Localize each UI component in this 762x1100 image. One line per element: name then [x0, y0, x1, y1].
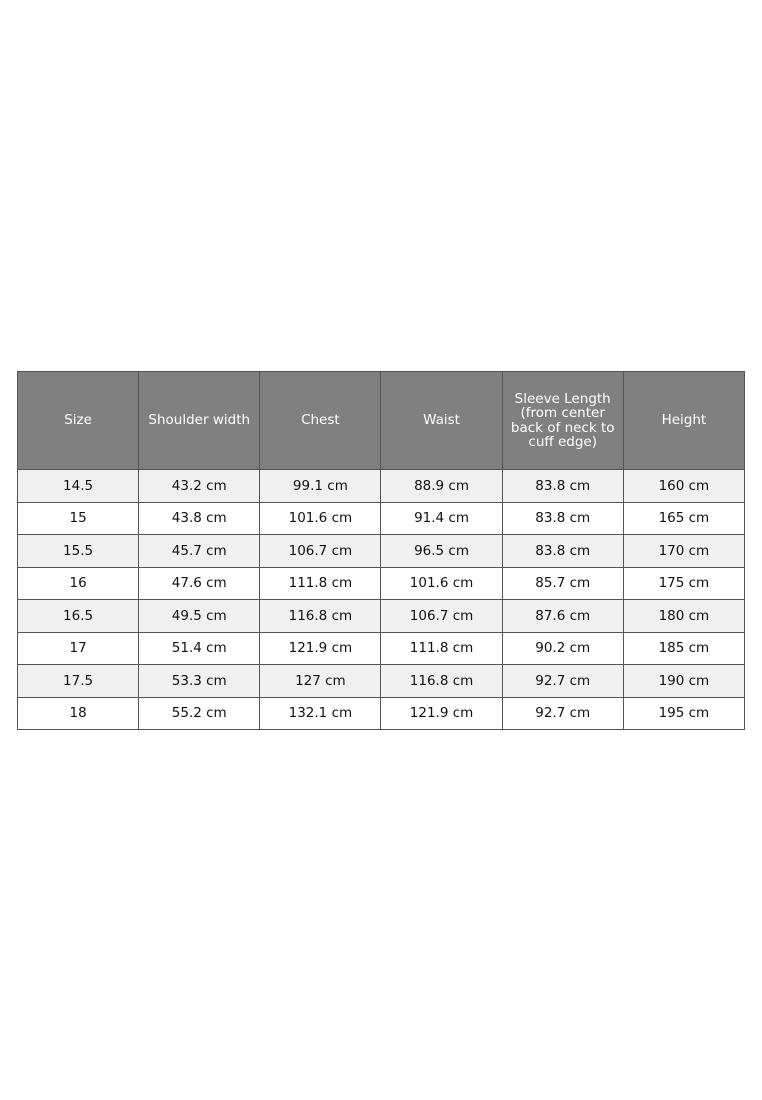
cell-shoulder-width: 49.5 cm: [139, 600, 260, 633]
cell-waist: 116.8 cm: [381, 665, 502, 698]
table-row: [18, 665, 745, 698]
cell-sleeve-length: 83.8 cm: [502, 470, 623, 503]
table-row: [18, 470, 745, 503]
cell-chest: 99.1 cm: [260, 470, 381, 503]
header-chest: Chest: [260, 372, 381, 470]
cell-size: 15.5: [18, 535, 139, 568]
cell-sleeve-length: 92.7 cm: [502, 697, 623, 730]
cell-waist: 106.7 cm: [381, 600, 502, 633]
cell-sleeve-length: 83.8 cm: [502, 502, 623, 535]
cell-shoulder-width: 43.2 cm: [139, 470, 260, 503]
cell-height: 185 cm: [623, 632, 744, 665]
cell-height: 170 cm: [623, 535, 744, 568]
cell-shoulder-width: 47.6 cm: [139, 567, 260, 600]
table-row: [18, 697, 745, 730]
cell-sleeve-length: 92.7 cm: [502, 665, 623, 698]
cell-waist: 88.9 cm: [381, 470, 502, 503]
cell-waist: 121.9 cm: [381, 697, 502, 730]
cell-chest: 101.6 cm: [260, 502, 381, 535]
cell-height: 180 cm: [623, 600, 744, 633]
cell-height: 195 cm: [623, 697, 744, 730]
cell-size: 17.5: [18, 665, 139, 698]
header-size: Size: [18, 372, 139, 470]
cell-chest: 132.1 cm: [260, 697, 381, 730]
size-chart-table: [17, 371, 745, 730]
cell-waist: 101.6 cm: [381, 567, 502, 600]
table-row: [18, 535, 745, 568]
cell-sleeve-length: 90.2 cm: [502, 632, 623, 665]
cell-chest: 121.9 cm: [260, 632, 381, 665]
cell-waist: 111.8 cm: [381, 632, 502, 665]
cell-shoulder-width: 45.7 cm: [139, 535, 260, 568]
cell-height: 165 cm: [623, 502, 744, 535]
cell-shoulder-width: 43.8 cm: [139, 502, 260, 535]
cell-shoulder-width: 55.2 cm: [139, 697, 260, 730]
cell-waist: 96.5 cm: [381, 535, 502, 568]
header-row: [18, 372, 745, 470]
table-row: [18, 567, 745, 600]
cell-shoulder-width: 53.3 cm: [139, 665, 260, 698]
table-row: [18, 600, 745, 633]
cell-height: 190 cm: [623, 665, 744, 698]
cell-height: 160 cm: [623, 470, 744, 503]
cell-sleeve-length: 83.8 cm: [502, 535, 623, 568]
table-header: [18, 372, 745, 470]
header-height: Height: [623, 372, 744, 470]
table-body: [18, 470, 745, 730]
cell-sleeve-length: 87.6 cm: [502, 600, 623, 633]
cell-height: 175 cm: [623, 567, 744, 600]
cell-size: 16.5: [18, 600, 139, 633]
cell-size: 14.5: [18, 470, 139, 503]
header-waist: Waist: [381, 372, 502, 470]
cell-chest: 127 cm: [260, 665, 381, 698]
cell-size: 15: [18, 502, 139, 535]
header-shoulder-width: Shoulder width: [139, 372, 260, 470]
table-row: [18, 632, 745, 665]
cell-sleeve-length: 85.7 cm: [502, 567, 623, 600]
cell-waist: 91.4 cm: [381, 502, 502, 535]
header-sleeve-length: Sleeve Length (from center back of neck to cuff edge): [502, 372, 623, 470]
cell-shoulder-width: 51.4 cm: [139, 632, 260, 665]
cell-chest: 116.8 cm: [260, 600, 381, 633]
cell-size: 16: [18, 567, 139, 600]
cell-size: 18: [18, 697, 139, 730]
cell-size: 17: [18, 632, 139, 665]
cell-chest: 111.8 cm: [260, 567, 381, 600]
table-row: [18, 502, 745, 535]
cell-chest: 106.7 cm: [260, 535, 381, 568]
